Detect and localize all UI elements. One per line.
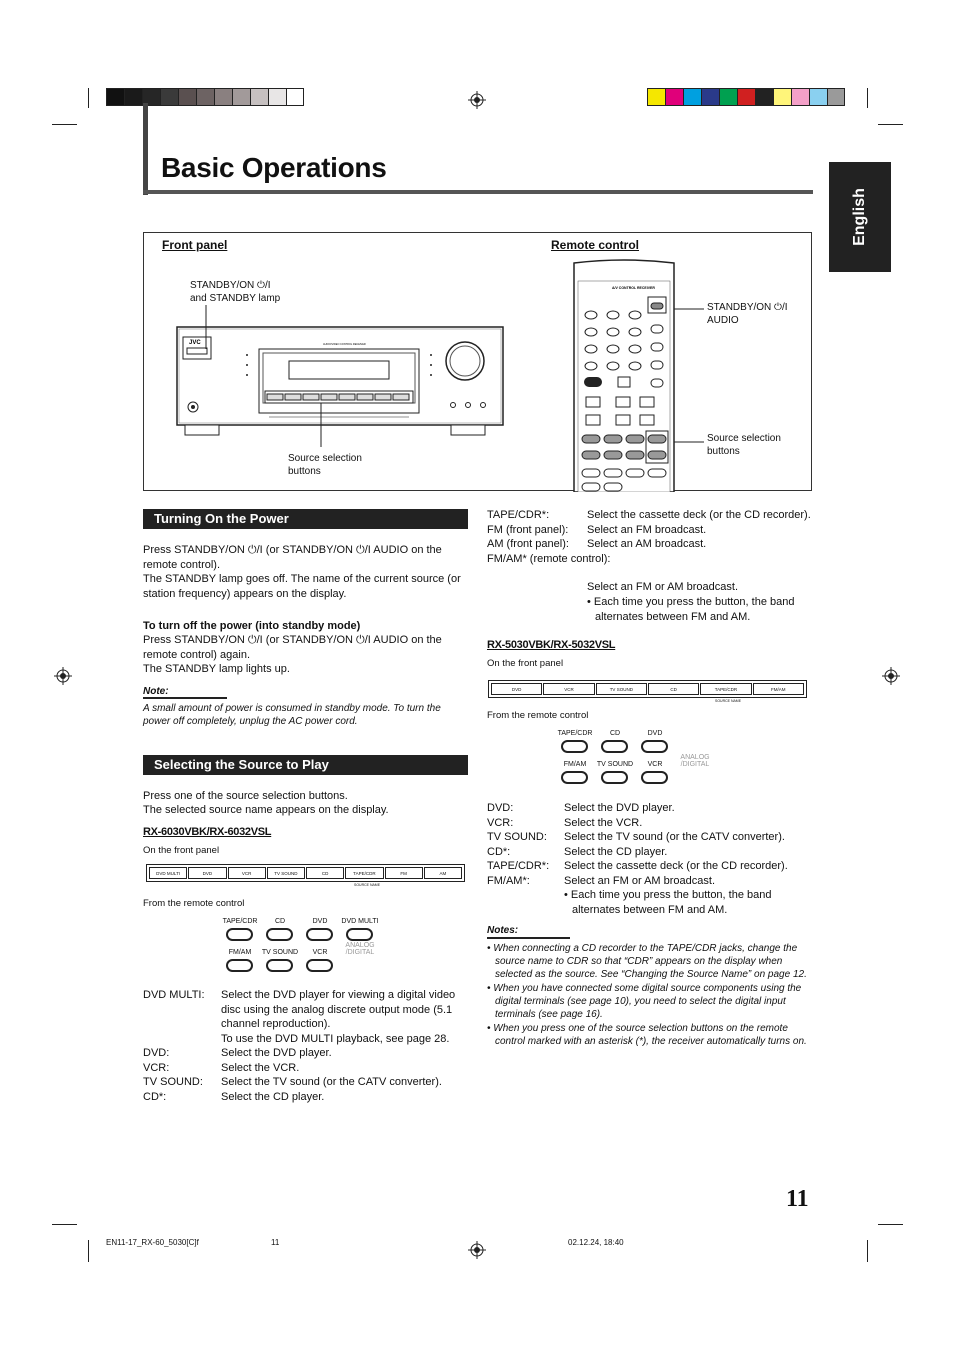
definition-key: TV SOUND: — [143, 1076, 203, 1088]
turning-on-para2: The STANDBY lamp goes off. The name of the current source (or station frequency) appears on the display. — [143, 573, 461, 600]
definition-row — [487, 552, 812, 567]
definition-key: DVD: — [487, 802, 514, 814]
color-swatch — [178, 88, 196, 106]
front-display-a — [146, 864, 465, 882]
note-item: • When you have connected some digital source components using the digital terminals (see page 10), you need to select the digital input terminals (see page 16). — [487, 983, 802, 1020]
front-panel-heading: Front panel — [162, 238, 228, 252]
note-rule — [143, 697, 227, 699]
display-segment: FM/AM — [753, 683, 804, 695]
color-swatch — [124, 88, 142, 106]
defs-top — [487, 508, 812, 566]
crop-mark — [52, 124, 77, 125]
remote-illustration — [568, 259, 680, 492]
crop-mark — [867, 1240, 868, 1262]
note-item: • When you press one of the source selection buttons on the remote control marked with an asterisk (*), the receiver automatically turns on. — [487, 1023, 807, 1047]
definition-row — [487, 874, 812, 889]
definition-value: Select the DVD player. — [564, 802, 675, 814]
definition-row — [487, 816, 812, 831]
color-swatch — [214, 88, 232, 106]
source-name-caption-b: SOURCE NAME — [715, 699, 742, 703]
band-bullet: • Each time you press the button, the band alternates between FM and AM. — [587, 596, 795, 623]
notes-label: Notes: — [487, 925, 519, 936]
definition-value: Select the TV sound (or the CATV converter). — [564, 831, 785, 843]
turning-on-heading — [143, 509, 468, 529]
selecting-heading — [143, 755, 468, 775]
selecting-para1: Press one of the source selection buttons. — [143, 790, 348, 802]
remote-source-button[interactable] — [346, 928, 373, 941]
notes-list — [487, 942, 812, 1049]
remote-source-button[interactable] — [306, 928, 333, 941]
color-swatch — [196, 88, 214, 106]
on-front-panel-b: On the front panel — [487, 658, 564, 669]
band-bullet-b: • Each time you press the button, the band alternates between FM and AM. — [564, 889, 772, 916]
display-segment: TV SOUND — [267, 867, 305, 879]
turning-on-para3: Press STANDBY/ON ⏻/I (or STANDBY/ON ⏻/I AUDIO on the remote control) again. — [143, 634, 442, 661]
definition-value: Select the DVD player. — [221, 1047, 332, 1059]
turning-on-para4: The STANDBY lamp lights up. — [143, 663, 290, 675]
definition-key: FM/AM*: — [487, 874, 530, 887]
definition-row — [487, 845, 812, 860]
crop-mark — [88, 1240, 89, 1262]
crop-mark — [52, 1224, 77, 1225]
definition-key: FM/AM* (remote control): — [487, 552, 611, 565]
model-a-heading: RX-6030VBK/RX-6032VSL — [143, 826, 272, 838]
figure-box — [143, 232, 812, 491]
remote-label: CD — [274, 918, 286, 925]
definition-row — [487, 859, 812, 874]
remote-caption: A/V CONTROL RECEIVER — [612, 286, 655, 290]
display-segment: TAPE/CDR — [345, 867, 383, 879]
remote-label: DVD MULTI — [341, 918, 379, 925]
remote-label: VCR — [312, 949, 328, 956]
definition-value: Select an FM or AM broadcast. — [564, 874, 716, 887]
remote-label: FM/AM — [228, 949, 252, 956]
analog-digital-label: ANALOG /DIGITAL — [345, 942, 375, 956]
front-display-b — [488, 680, 807, 698]
standby-subheading: To turn off the power (into standby mode) — [143, 620, 361, 632]
definition-value: Select the TV sound (or the CATV converter). — [221, 1076, 442, 1088]
remote-source-button[interactable] — [266, 928, 293, 941]
remote-label: CD — [609, 730, 621, 737]
definition-value — [610, 552, 812, 567]
callout-standby-front: STANDBY/ON ⏻/I and STANDBY lamp — [190, 280, 281, 304]
from-remote-a: From the remote control — [143, 898, 245, 909]
note-text: A small amount of power is consumed in standby mode. To turn the power off completely, unplug the AC power cord. — [143, 703, 441, 727]
on-front-panel-a: On the front panel — [143, 845, 220, 856]
analog-digital-label: ANALOG /DIGITAL — [680, 754, 710, 768]
color-swatch — [268, 88, 286, 106]
color-swatch — [791, 88, 809, 106]
display-segment: CD — [648, 683, 699, 695]
remote-source-button[interactable] — [561, 771, 588, 784]
footer-sheet: 11 — [271, 1238, 280, 1247]
selecting-heading-text: Selecting the Source to Play — [154, 757, 329, 772]
definition-key: DVD MULTI: — [143, 989, 205, 1001]
remote-source-button[interactable] — [641, 771, 668, 784]
definition-key: VCR: — [143, 1061, 170, 1074]
registration-mark-icon — [468, 1241, 486, 1259]
definition-key: DVD: — [143, 1047, 170, 1059]
remote-source-button[interactable] — [601, 771, 628, 784]
footer-timestamp: 02.12.24, 18:40 — [568, 1238, 624, 1247]
definition-key: TAPE/CDR*: — [487, 509, 550, 521]
color-swatch — [665, 88, 683, 106]
definition-row — [487, 801, 812, 816]
remote-source-button[interactable] — [226, 959, 253, 972]
footer-file-id: EN11-17_RX-60_5030[C]f — [106, 1238, 199, 1247]
callout-source-remote: Source selection buttons — [707, 433, 781, 457]
color-bars-left — [106, 88, 304, 106]
remote-label: DVD — [647, 730, 663, 737]
definition-key: AM (front panel): — [487, 538, 569, 550]
color-swatch — [719, 88, 737, 106]
remote-label: DVD — [312, 918, 328, 925]
display-segment: DVD MULTI — [149, 867, 187, 879]
language-tab-label: English — [851, 188, 868, 246]
definition-key: FM (front panel): — [487, 523, 569, 536]
definition-value: Select the VCR. — [221, 1061, 300, 1074]
remote-label: TV SOUND — [261, 949, 299, 956]
callout-lines-front — [144, 233, 813, 492]
definition-key: CD*: — [487, 845, 511, 858]
registration-mark-icon — [468, 91, 486, 109]
definition-value: Select the cassette deck (or the CD recorder). — [564, 860, 788, 872]
display-segment: TAPE/CDR — [700, 683, 751, 695]
selecting-para2: The selected source name appears on the display. — [143, 804, 389, 816]
page-title: Basic Operations — [161, 152, 387, 183]
color-swatch — [106, 88, 124, 106]
definition-row — [143, 1075, 469, 1090]
remote-source-button[interactable] — [266, 959, 293, 972]
definition-value: Select the cassette deck (or the CD recorder). — [587, 509, 811, 521]
remote-control-heading: Remote control — [551, 238, 640, 252]
definition-row — [143, 988, 469, 1032]
color-swatch — [683, 88, 701, 106]
fm-am-line: Select an FM or AM broadcast. — [587, 581, 739, 593]
definition-value: To use the DVD MULTI playback, see page 28. — [221, 1032, 450, 1045]
definition-value: Select an FM broadcast. — [587, 523, 707, 536]
definition-key — [143, 1032, 221, 1047]
title-accent-bar — [143, 103, 148, 195]
definition-row — [487, 537, 812, 552]
registration-mark-icon — [54, 667, 72, 685]
crop-mark — [878, 124, 903, 125]
color-swatch — [737, 88, 755, 106]
color-swatch — [160, 88, 178, 106]
definition-value: Select the CD player. — [564, 845, 668, 858]
color-swatch — [827, 88, 845, 106]
definition-value: Select the VCR. — [564, 816, 643, 829]
color-swatch — [286, 88, 304, 106]
remote-label: TAPE/CDR — [557, 730, 593, 737]
from-remote-b: From the remote control — [487, 710, 589, 721]
note-item: • When connecting a CD recorder to the TAPE/CDR jacks, change the source name to CDR so that “CDR” appears on the display when selected as the source. See “Changing the Source Name” on page 12. — [487, 943, 807, 980]
color-swatch — [809, 88, 827, 106]
callout-standby-remote: STANDBY/ON ⏻/I AUDIO — [707, 302, 788, 326]
crop-mark — [867, 88, 868, 108]
definition-row — [143, 1032, 469, 1047]
definition-value: Select the DVD player for viewing a digital video disc using the analog discrete output mode (5.1 channel reproduction). — [221, 989, 456, 1030]
remote-source-button[interactable] — [641, 740, 668, 753]
color-swatch — [773, 88, 791, 106]
display-segment: DVD — [491, 683, 542, 695]
remote-source-button[interactable] — [601, 740, 628, 753]
definition-row — [487, 508, 812, 523]
notes-rule — [487, 937, 570, 939]
definition-key: TAPE/CDR*: — [487, 860, 550, 872]
definition-key: VCR: — [487, 816, 514, 829]
remote-source-button[interactable] — [226, 928, 253, 941]
title-rule — [143, 190, 813, 194]
display-segment: CD — [306, 867, 344, 879]
color-swatch — [647, 88, 665, 106]
display-segment: VCR — [228, 867, 266, 879]
callout-source-front: Source selection buttons — [288, 453, 362, 477]
color-swatch — [701, 88, 719, 106]
definition-row — [143, 1061, 469, 1076]
color-bars-right — [647, 88, 845, 106]
page-number: 11 — [786, 1186, 809, 1212]
definition-value: Select an AM broadcast. — [587, 538, 707, 550]
remote-label: VCR — [647, 761, 663, 768]
display-segment: VCR — [543, 683, 594, 695]
defs-a — [143, 988, 469, 1104]
remote-label: TV SOUND — [596, 761, 634, 768]
remote-label: FM/AM — [563, 761, 587, 768]
color-swatch — [250, 88, 268, 106]
definition-row — [487, 523, 812, 538]
definition-key: TV SOUND: — [487, 831, 547, 843]
source-name-caption-a: SOURCE NAME — [354, 883, 381, 887]
color-swatch — [232, 88, 250, 106]
display-segment: TV SOUND — [596, 683, 647, 695]
definition-row — [143, 1046, 469, 1061]
display-segment: FM — [385, 867, 423, 879]
color-swatch — [755, 88, 773, 106]
language-tab — [829, 162, 891, 272]
display-segment: DVD — [188, 867, 226, 879]
note-label: Note: — [143, 686, 169, 697]
brand-logo: JVC — [189, 340, 201, 346]
remote-source-button[interactable] — [306, 959, 333, 972]
defs-b — [487, 801, 812, 888]
crop-mark — [88, 88, 89, 108]
definition-key: CD*: — [143, 1090, 167, 1103]
receiver-caption: AUDIO/VIDEO CONTROL RECEIVER — [323, 343, 366, 346]
display-segment: AM — [424, 867, 462, 879]
turning-on-heading-text: Turning On the Power — [154, 511, 289, 526]
remote-source-button[interactable] — [561, 740, 588, 753]
definition-row — [143, 1090, 469, 1105]
definition-value: Select the CD player. — [221, 1090, 325, 1103]
crop-mark — [878, 1224, 903, 1225]
definition-row — [487, 830, 812, 845]
model-b-heading: RX-5030VBK/RX-5032VSL — [487, 639, 616, 651]
turning-on-para1: Press STANDBY/ON ⏻/I (or STANDBY/ON ⏻/I AUDIO on the remote control). — [143, 544, 442, 571]
registration-mark-icon — [882, 667, 900, 685]
remote-label: TAPE/CDR — [222, 918, 258, 925]
